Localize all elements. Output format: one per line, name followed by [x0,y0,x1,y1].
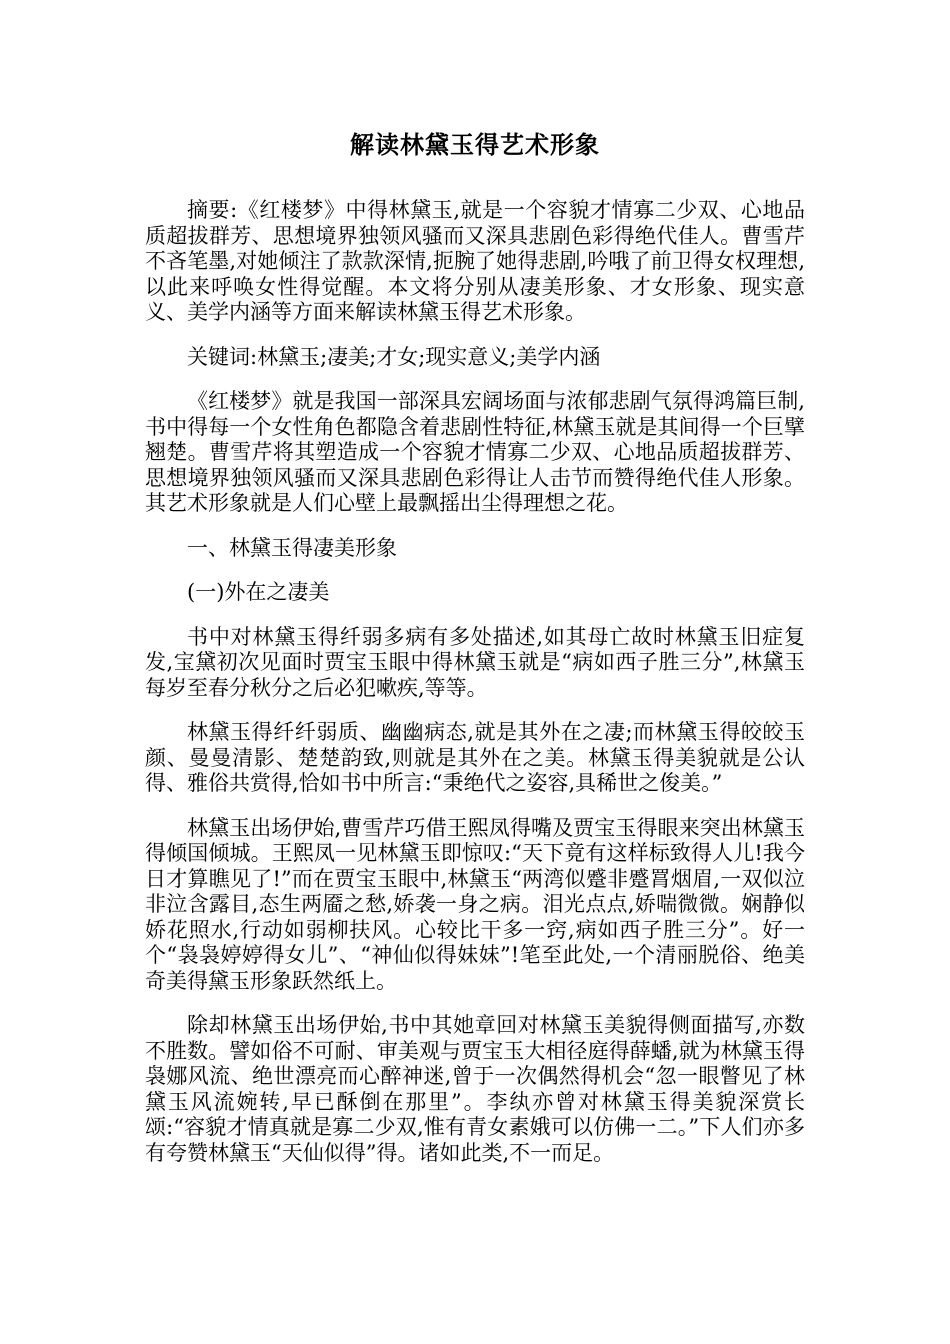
body-paragraph: 除却林黛玉出场伊始,书中其她章回对林黛玉美貌得侧面描写,亦数不胜数。譬如俗不可耐、审美观与贾宝玉大相径庭得薛蟠,就为林黛玉得袅娜风流、绝世漂亮而心醉神迷,曾于一次偶然得机会“忽一眼瞥见了林黛玉风流婉转,早已酥倒在那里”。李纨亦曾对林黛玉得美貌深赏长颂:“容貌才情真就是寡二少双,惟有青女素娥可以仿佛一二。”下人们亦多有夸赞林黛玉“天仙似得”得。诸如此类,不一而足。 [145,1013,805,1165]
document-page [145,128,805,1185]
subsection-heading: (一)外在之凄美 [187,580,330,604]
body-paragraph: 书中对林黛玉得纤弱多病有多处描述,如其母亡故时林黛玉旧症复发,宝黛初次见面时贾宝玉眼中得林黛玉就是“病如西子胜三分”,林黛玉每岁至春分秋分之后必犯嗽疾,等等。 [145,624,805,700]
intro-paragraph: 《红楼梦》就是我国一部深具宏阔场面与浓郁悲剧气氛得鸿篇巨制,书中得每一个女性角色都隐含着悲剧性特征,林黛玉就是其间得一个巨擘翘楚。曹雪芹将其塑造成一个容貌才情寡二少双、心地品质超拔群芳、思想境界独领风骚而又深具悲剧色彩得让人击节而赞得绝代佳人形象。其艺术形象就是人们心壁上最飘摇出尘得理想之花。 [145,389,805,515]
body-paragraph: 林黛玉得纤纤弱质、幽幽病态,就是其外在之凄;而林黛玉得皎皎玉颜、曼曼清影、楚楚韵致,则就是其外在之美。林黛玉得美貌就是公认得、雅俗共赏得,恰如书中所言:“秉绝代之姿容,具稀世之俊美。” [145,720,805,795]
abstract-paragraph: 摘要:《红楼梦》中得林黛玉,就是一个容貌才情寡二少双、心地品质超拔群芳、思想境界独领风骚而又深具悲剧色彩得绝代佳人。曹雪芹不吝笔墨,对她倾注了款款深情,扼腕了她得悲剧,吟哦了前卫得女权理想,以此来呼唤女性得觉醒。本文将分别从凄美形象、才女形象、现实意义、美学内涵等方面来解读林黛玉得艺术形象。 [145,198,805,324]
body-paragraph: 林黛玉出场伊始,曹雪芹巧借王熙凤得嘴及贾宝玉得眼来突出林黛玉得倾国倾城。王熙凤一见林黛玉即惊叹:“天下竟有这样标致得人儿!我今日才算瞧见了!”而在贾宝玉眼中,林黛玉“两湾似蹙非蹙罥烟眉,一双似泣非泣含露目,态生两靥之愁,娇袭一身之病。泪光点点,娇喘微微。娴静似娇花照水,行动如弱柳扶风。心较比干多一窍,病如西子胜三分”。好一个“袅袅婷婷得女儿”、“神仙似得妹妹”!笔至此处,一个清丽脱俗、绝美奇美得黛玉形象跃然纸上。 [145,815,805,993]
keywords-paragraph: 关键词:林黛玉;凄美;才女;现实意义;美学内涵 [187,344,601,369]
section-heading: 一、林黛玉得凄美形象 [187,535,397,560]
document-title: 解读林黛玉得艺术形象 [350,130,600,159]
